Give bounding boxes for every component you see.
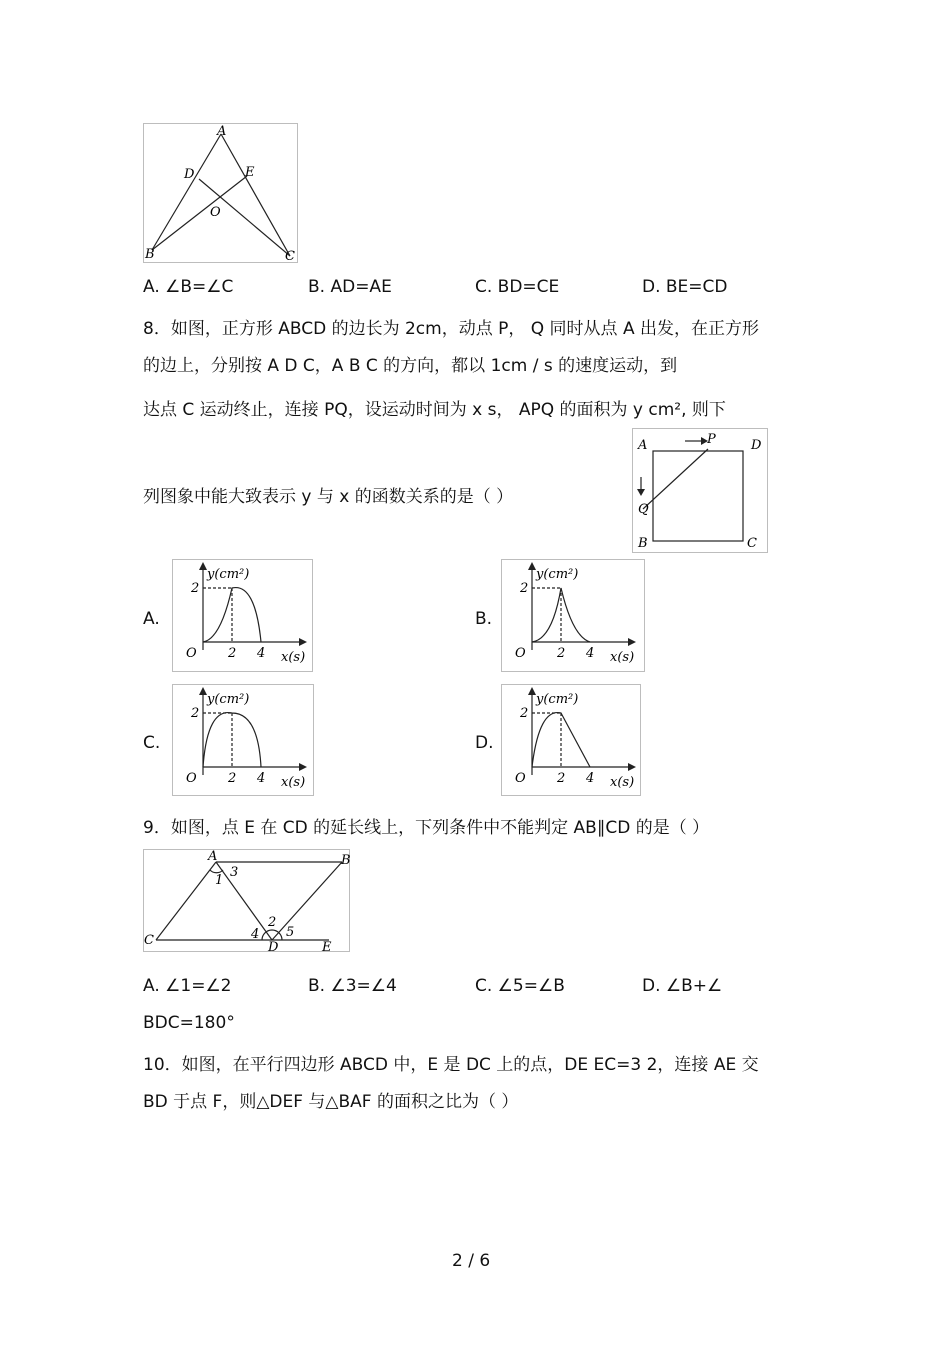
q8-graph-b: [501, 559, 645, 672]
y-axis-label: y(cm²): [207, 567, 250, 582]
label-D: D: [184, 167, 195, 182]
x-tick-4: 4: [586, 771, 595, 786]
x-tick-2: 2: [228, 771, 237, 786]
x-tick-2: 2: [557, 646, 566, 661]
q8-square-figure: [632, 428, 768, 553]
label-C: C: [747, 536, 757, 551]
angle-1-label: 1: [215, 873, 224, 888]
q8-line3: 达点 C 运动终止，连接 PQ，设运动时间为 x s， APQ 的面积为 y cm², 则下: [143, 400, 726, 420]
angle-5-label: 5: [286, 925, 295, 940]
q9-option-d-cont: BDC=180°: [143, 1013, 235, 1033]
y-arrow: [528, 562, 536, 570]
q10-line2: BD 于点 F，则△DEF 与△BAF 的面积之比为（ ）: [143, 1092, 519, 1112]
q7-option-a: A. ∠B=∠C: [143, 277, 234, 297]
y-axis-label: y(cm²): [207, 692, 250, 707]
q7-diagram: [144, 124, 297, 262]
q9-figure: [143, 849, 351, 955]
y-arrow: [528, 687, 536, 695]
label-C: C: [285, 249, 295, 264]
q8-line2: 的边上，分别按 A D C，A B C 的方向，都以 1cm / s 的速度运动，到: [143, 356, 678, 376]
label-B: B: [341, 853, 351, 868]
q9-option-b: B. ∠3=∠4: [308, 976, 397, 996]
y-arrow: [199, 562, 207, 570]
q7-option-b: B. AD=AE: [308, 277, 392, 297]
label-O: O: [210, 205, 221, 220]
x-axis-label: x(s): [281, 650, 306, 665]
x-tick-4: 4: [586, 646, 595, 661]
q8-line4: 列图象中能大致表示 y 与 x 的函数关系的是（ ）: [143, 487, 514, 507]
angle-4-label: 4: [251, 927, 260, 942]
x-arrow: [299, 763, 307, 771]
label-E: E: [322, 940, 332, 955]
x-arrow: [628, 763, 636, 771]
x-tick-2: 2: [228, 646, 237, 661]
q8-graph-a: [172, 559, 313, 672]
label-D: D: [268, 940, 279, 955]
y-arrow: [199, 687, 207, 695]
q8-graph-d: [501, 684, 641, 796]
q8-line1: 8．如图，正方形 ABCD 的边长为 2cm，动点 P， Q 同时从点 A 出发，在正方形: [143, 319, 759, 339]
q8-square-diagram: [633, 429, 767, 552]
q8-option-b: B.: [475, 609, 493, 629]
y-tick-2: 2: [520, 706, 529, 721]
y-tick-2: 2: [191, 581, 200, 596]
x-tick-2: 2: [557, 771, 566, 786]
y-tick-2: 2: [520, 581, 529, 596]
q7-option-d: D. BE=CD: [642, 277, 728, 297]
label-E: E: [245, 165, 255, 180]
q8-option-c: C.: [143, 733, 161, 753]
y-axis-label: y(cm²): [536, 567, 579, 582]
x-axis-label: x(s): [610, 650, 635, 665]
function-graph: [502, 685, 640, 795]
label-A: A: [217, 124, 227, 139]
q7-figure: [143, 123, 298, 263]
label-A: A: [208, 849, 218, 864]
q9-diagram: [144, 849, 351, 955]
function-graph: [173, 685, 313, 795]
x-tick-4: 4: [257, 646, 266, 661]
q9-option-a: A. ∠1=∠2: [143, 976, 232, 996]
x-arrow: [628, 638, 636, 646]
page-number: 2 / 6: [452, 1251, 491, 1271]
q8-option-d: D.: [475, 733, 494, 753]
q9-option-d: D. ∠B+∠: [642, 976, 723, 996]
angle-2-label: 2: [268, 915, 277, 930]
q8-graph-c: [172, 684, 314, 796]
label-A: A: [638, 438, 648, 453]
angle-3-label: 3: [230, 865, 239, 880]
origin-label: O: [515, 646, 526, 661]
origin-label: O: [186, 646, 197, 661]
q7-option-c: C. BD=CE: [475, 277, 560, 297]
q8-option-a: A.: [143, 609, 160, 629]
origin-label: O: [515, 771, 526, 786]
q9-stem: 9．如图，点 E 在 CD 的延长线上，下列条件中不能判定 AB∥CD 的是（ ）: [143, 818, 710, 838]
label-P: P: [707, 432, 716, 447]
label-Q: Q: [638, 502, 649, 517]
label-B: B: [638, 536, 648, 551]
x-axis-label: x(s): [281, 775, 306, 790]
x-tick-4: 4: [257, 771, 266, 786]
q10-line1: 10．如图，在平行四边形 ABCD 中，E 是 DC 上的点，DE EC=3 2，连接 AE 交: [143, 1055, 759, 1075]
y-axis-label: y(cm²): [536, 692, 579, 707]
origin-label: O: [186, 771, 197, 786]
q9-option-c: C. ∠5=∠B: [475, 976, 565, 996]
label-C: C: [144, 933, 154, 948]
function-graph: [173, 560, 312, 671]
label-D: D: [751, 438, 762, 453]
function-graph: [502, 560, 644, 671]
label-B: B: [145, 247, 155, 262]
y-tick-2: 2: [191, 706, 200, 721]
x-axis-label: x(s): [610, 775, 635, 790]
x-arrow: [299, 638, 307, 646]
